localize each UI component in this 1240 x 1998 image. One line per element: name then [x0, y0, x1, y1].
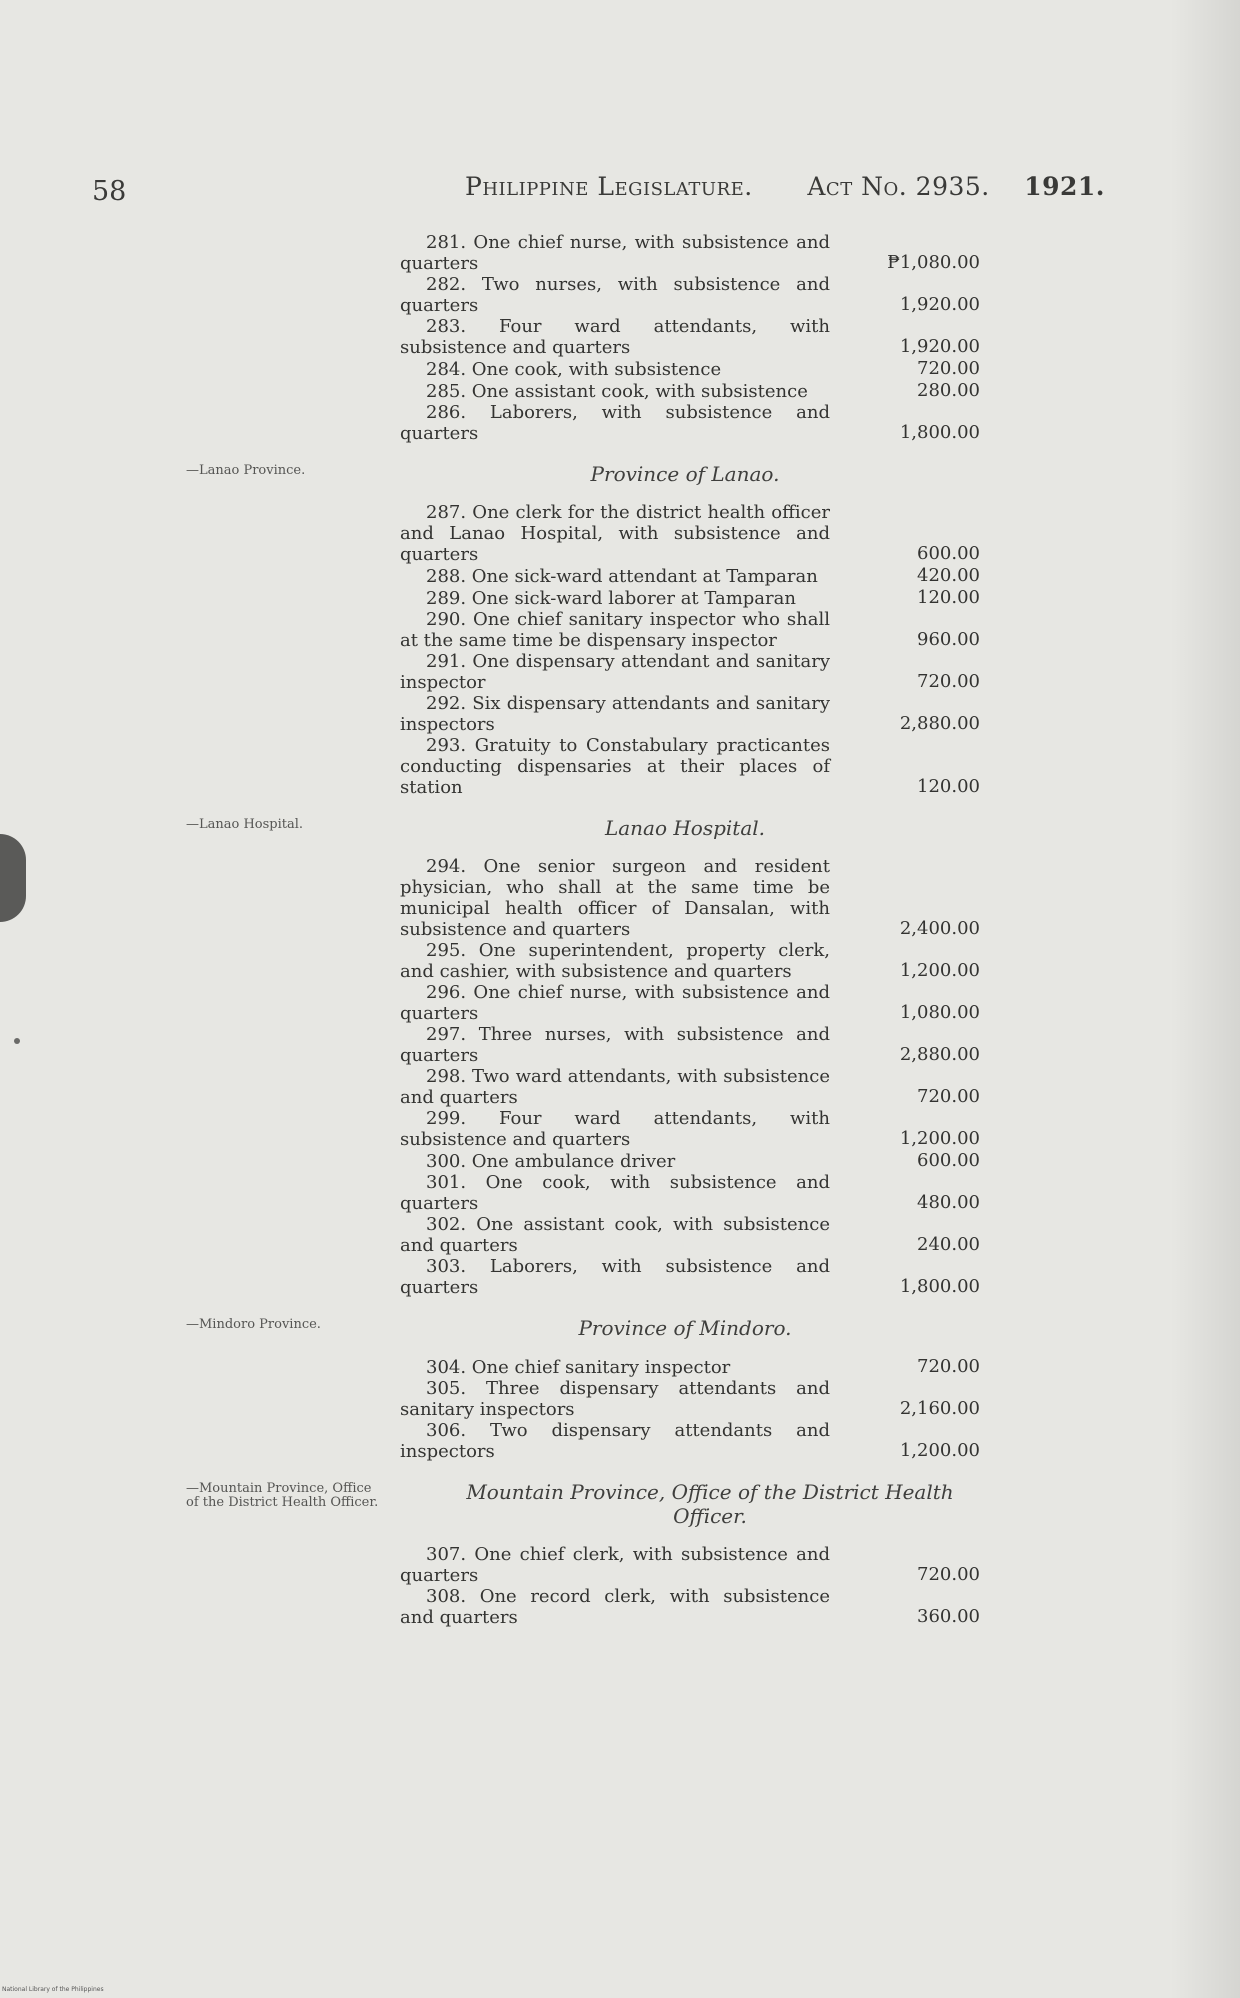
item-amount: 720.00	[917, 1086, 980, 1107]
list-item	[400, 1108, 980, 1150]
section-heading: Province of Lanao.	[590, 462, 780, 486]
list-item	[400, 274, 980, 316]
page-number: 58	[92, 176, 127, 207]
list-item	[400, 651, 980, 693]
item-text: 300. One ambulance driver	[426, 1151, 676, 1172]
header-act	[807, 172, 1105, 201]
list-item	[400, 232, 980, 274]
item-amount: ₱1,080.00	[887, 252, 980, 273]
item-amount: 600.00	[917, 1150, 980, 1171]
list-item	[400, 982, 980, 1024]
item-text: 305. Three dispensary attendants and sanitary inspectors	[400, 1378, 830, 1420]
item-amount: 360.00	[917, 1606, 980, 1627]
item-text: 294. One senior surgeon and resident physician, who shall at the same time be municipal health officer of Dansalan, with subsistence and quarters	[400, 856, 830, 940]
item-text: 306. Two dispensary attendants and inspectors	[400, 1420, 830, 1462]
list-item	[400, 1024, 980, 1066]
item-amount: 1,800.00	[899, 422, 980, 443]
item-text: 284. One cook, with subsistence	[426, 359, 722, 380]
item-amount: 2,400.00	[899, 918, 980, 939]
list-item	[400, 1214, 980, 1256]
item-amount: 1,200.00	[899, 1440, 980, 1461]
item-text: 288. One sick-ward attendant at Tamparan	[426, 566, 818, 587]
list-item	[400, 940, 980, 982]
item-amount: 240.00	[917, 1234, 980, 1255]
item-text: 290. One chief sanitary inspector who shall at the same time be dispensary inspector	[400, 609, 830, 651]
list-item	[400, 402, 980, 444]
header-act-number: Act No. 2935.	[807, 172, 990, 201]
item-text: 287. One clerk for the district health officer and Lanao Hospital, with subsistence and quarters	[400, 502, 830, 565]
list-item	[400, 735, 980, 798]
item-text: 291. One dispensary attendant and sanitary inspector	[400, 651, 830, 693]
item-amount: 480.00	[917, 1192, 980, 1213]
item-amount: 1,800.00	[899, 1276, 980, 1297]
item-amount: 720.00	[917, 358, 980, 379]
item-amount: 1,200.00	[899, 960, 980, 981]
list-item	[400, 1378, 980, 1420]
item-text: 281. One chief nurse, with subsistence and quarters	[400, 232, 830, 274]
item-amount: 280.00	[917, 380, 980, 401]
item-amount: 2,160.00	[899, 1398, 980, 1419]
list-item	[400, 1586, 980, 1628]
item-text: 283. Four ward attendants, with subsistence and quarters	[400, 316, 830, 358]
item-text: 289. One sick-ward laborer at Tamparan	[426, 588, 796, 609]
item-text: 295. One superintendent, property clerk, and cashier, with subsistence and quarters	[400, 940, 830, 982]
item-amount: 720.00	[917, 1356, 980, 1377]
item-text: 282. Two nurses, with subsistence and quarters	[400, 274, 830, 316]
running-header	[465, 172, 1105, 201]
item-text: 286. Laborers, with subsistence and quarters	[400, 402, 830, 444]
item-amount: 600.00	[917, 543, 980, 564]
section-continuation	[0, 232, 1240, 444]
list-item	[400, 1544, 980, 1586]
item-text: 285. One assistant cook, with subsistence	[426, 381, 808, 402]
header-year: 1921.	[1024, 172, 1105, 201]
list-item	[400, 565, 980, 587]
section-lanao-province	[0, 458, 1240, 798]
header-title: Philippine Legislature.	[465, 172, 753, 201]
list-item	[400, 1172, 980, 1214]
item-amount: 2,880.00	[899, 1044, 980, 1065]
item-text: 297. Three nurses, with subsistence and quarters	[400, 1024, 830, 1066]
item-text: 296. One chief nurse, with subsistence and quarters	[400, 982, 830, 1024]
list-item	[400, 502, 980, 565]
item-text: 301. One cook, with subsistence and quarters	[400, 1172, 830, 1214]
list-item	[400, 1420, 980, 1462]
list-item	[400, 1150, 980, 1172]
item-amount: 1,200.00	[899, 1128, 980, 1149]
item-amount: 2,880.00	[899, 713, 980, 734]
list-item	[400, 1256, 980, 1298]
list-item	[400, 1356, 980, 1378]
archive-footer-note: National Library of the Philippines	[2, 1986, 104, 1993]
item-amount: 1,920.00	[899, 336, 980, 357]
item-text: 292. Six dispensary attendants and sanitary inspectors	[400, 693, 830, 735]
item-amount: 120.00	[917, 587, 980, 608]
item-text: 307. One chief clerk, with subsistence and quarters	[400, 1544, 830, 1586]
list-item	[400, 609, 980, 651]
item-amount: 1,920.00	[899, 294, 980, 315]
section-heading: Mountain Province, Office of the District Health Officer.	[466, 1480, 954, 1528]
section-lanao-hospital	[0, 812, 1240, 1298]
section-heading: Lanao Hospital.	[604, 816, 766, 840]
item-text: 303. Laborers, with subsistence and quarters	[400, 1256, 830, 1298]
item-text: 293. Gratuity to Constabulary practicantes conducting dispensaries at their places of station	[400, 735, 830, 798]
item-text: 299. Four ward attendants, with subsistence and quarters	[400, 1108, 830, 1150]
section-heading: Province of Mindoro.	[578, 1316, 792, 1340]
side-label: —Lanao Province.	[186, 463, 306, 478]
item-amount: 960.00	[917, 629, 980, 650]
list-item	[400, 693, 980, 735]
item-amount: 1,080.00	[899, 1002, 980, 1023]
side-label: —Lanao Hospital.	[186, 817, 304, 832]
list-item	[400, 316, 980, 358]
item-amount: 120.00	[917, 776, 980, 797]
item-amount: 720.00	[917, 671, 980, 692]
item-text: 308. One record clerk, with subsistence and quarters	[400, 1586, 830, 1628]
item-amount: 420.00	[917, 565, 980, 586]
item-text: 302. One assistant cook, with subsistence and quarters	[400, 1214, 830, 1256]
side-label: —Mindoro Province.	[186, 1317, 321, 1332]
item-text: 304. One chief sanitary inspector	[426, 1357, 731, 1378]
section-mindoro-province	[0, 1312, 1240, 1462]
list-item	[400, 380, 980, 402]
list-item	[400, 358, 980, 380]
list-item	[400, 856, 980, 940]
list-item	[400, 587, 980, 609]
appropriation-list	[0, 232, 1240, 1628]
list-item	[400, 1066, 980, 1108]
side-label: —Mountain Province, Office of the District Health Officer.	[186, 1481, 379, 1510]
section-mountain-province	[0, 1476, 1240, 1628]
item-text: 298. Two ward attendants, with subsistence and quarters	[400, 1066, 830, 1108]
item-amount: 720.00	[917, 1564, 980, 1585]
